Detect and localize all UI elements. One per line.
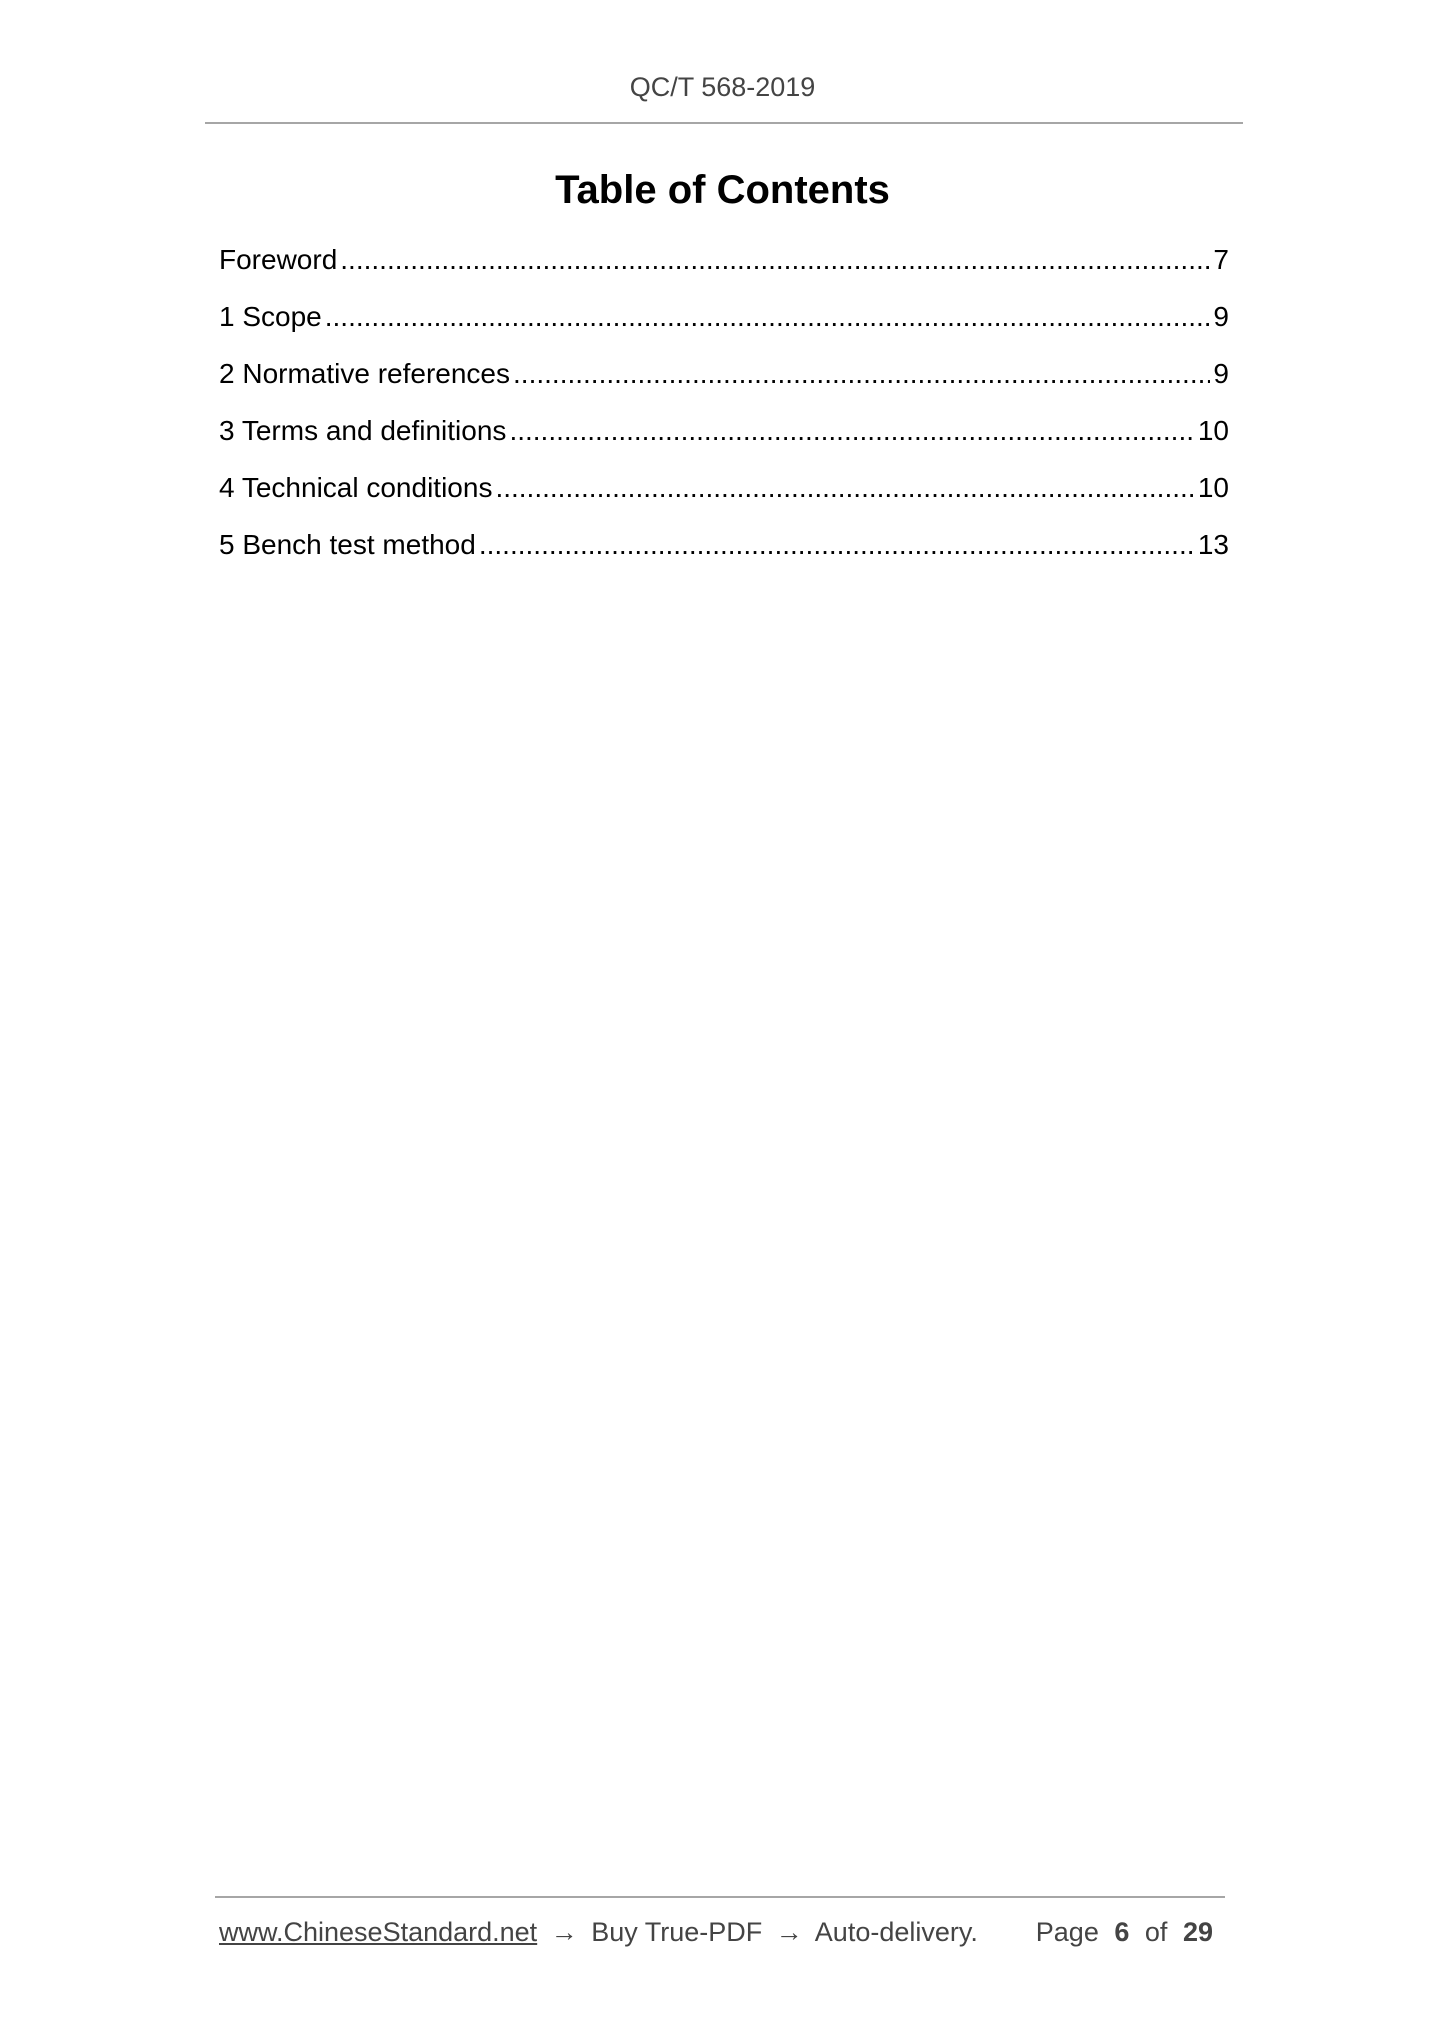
- toc-entry-normative-references[interactable]: [219, 352, 1229, 409]
- toc-entry-foreword[interactable]: [219, 238, 1229, 295]
- toc-dot-leader: [325, 295, 1211, 339]
- toc-entry-label: 2 Normative references: [219, 358, 511, 389]
- page-word: Page: [1035, 1917, 1099, 1947]
- toc-entry-scope[interactable]: [219, 295, 1229, 352]
- document-code: QC/T 568-2019: [629, 72, 816, 102]
- of-word: of: [1144, 1917, 1168, 1947]
- toc-title: Table of Contents: [555, 168, 890, 212]
- page-footer: [219, 1917, 1221, 1948]
- footer-left: [219, 1917, 978, 1948]
- toc-entry-page: 10: [1197, 415, 1229, 446]
- auto-delivery-text: Auto-delivery.: [814, 1917, 978, 1947]
- total-pages-number: 29: [1182, 1917, 1213, 1947]
- current-page-number: 6: [1114, 1917, 1130, 1947]
- website-link[interactable]: www.ChineseStandard.net: [219, 1917, 538, 1947]
- arrow-right-icon: →: [550, 1917, 578, 1947]
- toc-entry-page: 9: [1213, 301, 1229, 332]
- toc-entry-page: 9: [1213, 358, 1229, 389]
- toc-entry-label: 1 Scope: [219, 301, 322, 332]
- toc-entry-label: 5 Bench test method: [219, 529, 476, 560]
- toc-dot-leader: [509, 409, 1194, 453]
- toc-entry-bench-test-method[interactable]: [219, 523, 1229, 580]
- toc-entry-terms-and-definitions[interactable]: [219, 409, 1229, 466]
- footer-divider: [215, 1896, 1225, 1898]
- buy-true-pdf-text: Buy True-PDF: [591, 1917, 763, 1947]
- header-divider: [205, 122, 1243, 124]
- toc-entry-label: 3 Terms and definitions: [219, 415, 507, 446]
- toc-dot-leader: [513, 352, 1210, 396]
- toc-dot-leader: [340, 238, 1210, 282]
- toc-entry-technical-conditions[interactable]: [219, 466, 1229, 523]
- toc-entry-page: 7: [1213, 244, 1229, 275]
- page-indicator: [1036, 1917, 1221, 1948]
- arrow-right-icon: →: [775, 1917, 803, 1947]
- toc-entry-page: 13: [1197, 529, 1229, 560]
- toc-dot-leader: [479, 523, 1195, 567]
- toc-entry-label: 4 Technical conditions: [219, 472, 493, 503]
- toc-list: [219, 238, 1229, 580]
- toc-entry-page: 10: [1197, 472, 1229, 503]
- toc-dot-leader: [495, 466, 1194, 510]
- toc-entry-label: Foreword: [219, 244, 338, 275]
